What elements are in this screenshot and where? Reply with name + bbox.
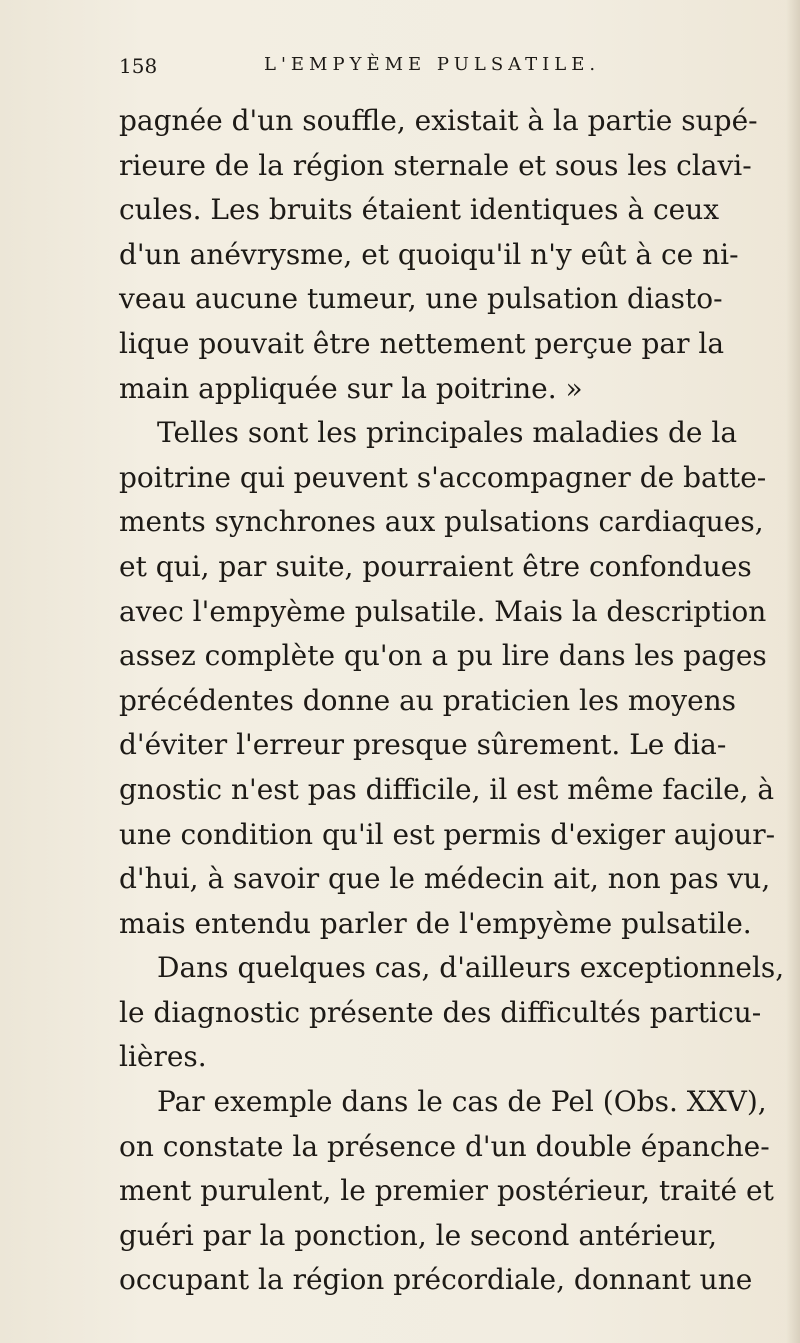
text-line: ment purulent, le premier postérieur, traité et <box>119 1174 774 1208</box>
text-line: le diagnostic présente des difficultés particu- <box>119 995 762 1029</box>
text-line: on constate la présence d'un double épanche- <box>119 1129 770 1163</box>
text-line: poitrine qui peuvent s'accompagner de batte- <box>119 460 767 494</box>
text-line: d'éviter l'erreur presque sûrement. Le dia- <box>119 728 727 762</box>
text-line: Telles sont les principales maladies de la <box>157 416 738 450</box>
text-line: une condition qu'il est permis d'exiger aujour- <box>119 817 776 851</box>
text-line: Dans quelques cas, d'ailleurs exceptionnels, <box>157 951 785 985</box>
text-line: cules. Les bruits étaient identiques à ceux <box>119 193 720 227</box>
text-line: pagnée d'un souffle, existait à la partie supé- <box>119 104 758 137</box>
text-line: et qui, par suite, pourraient être confondues <box>119 549 752 583</box>
body-text <box>119 99 785 1303</box>
running-title: L'EMPYÈME PULSATILE. <box>264 54 601 75</box>
text-line: lique pouvait être nettement perçue par la <box>119 326 725 360</box>
text-line: main appliquée sur la poitrine. » <box>119 371 583 405</box>
text-line: gnostic n'est pas difficile, il est même facile, à <box>119 772 775 806</box>
text-line: ments synchrones aux pulsations cardiaques, <box>119 505 764 539</box>
text-line: d'hui, à savoir que le médecin ait, non pas vu, <box>119 862 771 896</box>
text-line: précédentes donne au praticien les moyens <box>119 683 737 717</box>
text-line: rieure de la région sternale et sous les clavi- <box>119 148 752 182</box>
text-line: lières. <box>119 1040 207 1074</box>
text-line: avec l'empyème pulsatile. Mais la description <box>119 594 767 628</box>
page-number: 158 <box>119 54 158 78</box>
text-line: Par exemple dans le cas de Pel (Obs. XXV), <box>157 1085 767 1119</box>
text-line: veau aucune tumeur, une pulsation diasto- <box>119 282 723 316</box>
page-header <box>119 54 719 84</box>
text-line: mais entendu parler de l'empyème pulsatile. <box>119 906 752 940</box>
text-line: assez complète qu'on a pu lire dans les pages <box>119 639 767 673</box>
page-edge-shadow <box>786 0 800 1343</box>
text-line: guéri par la ponction, le second antérieur, <box>119 1218 718 1252</box>
text-line: d'un anévrysme, et quoiqu'il n'y eût à ce ni- <box>119 237 739 271</box>
text-line: occupant la région précordiale, donnant une <box>119 1263 753 1297</box>
